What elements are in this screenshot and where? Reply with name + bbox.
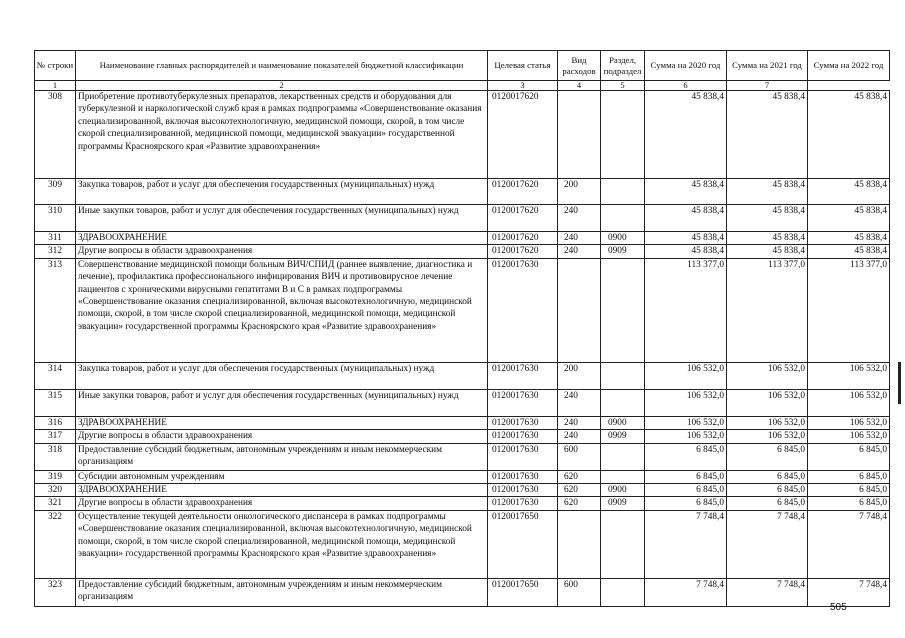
row-target-article: 0120017630 [488, 389, 558, 416]
row-number: 321 [35, 497, 76, 510]
row-section [601, 510, 645, 578]
row-sum-2022: 6 845,0 [808, 484, 890, 497]
row-name: ЗДРАВООХРАНЕНИЕ [76, 484, 488, 497]
row-sum-2021: 7 748,4 [727, 510, 808, 578]
table-row [35, 91, 890, 179]
row-section: 0909 [601, 430, 645, 443]
row-sum-2020: 106 532,0 [645, 430, 727, 443]
row-name: Другие вопросы в области здравоохранения [76, 430, 488, 443]
column-number: 7 [727, 81, 808, 91]
row-sum-2022: 7 748,4 [808, 578, 890, 606]
row-expense-type: 620 [558, 484, 601, 497]
row-number: 320 [35, 484, 76, 497]
page-number: 505 [830, 602, 847, 613]
row-target-article: 0120017630 [488, 430, 558, 443]
row-number: 314 [35, 362, 76, 389]
row-target-article: 0120017630 [488, 497, 558, 510]
row-sum-2022: 6 845,0 [808, 443, 890, 470]
row-target-article: 0120017620 [488, 179, 558, 205]
row-section: 0909 [601, 497, 645, 510]
row-number: 310 [35, 205, 76, 232]
row-name: Предоставление субсидий бюджетным, автономным учреждениям и иным некоммерческим организациям [76, 578, 488, 606]
header-row-number: № строки [35, 51, 76, 81]
table-row [35, 484, 890, 497]
column-number: 4 [558, 81, 601, 91]
row-sum-2022: 106 532,0 [808, 416, 890, 429]
row-expense-type [558, 91, 601, 179]
row-section: 0900 [601, 416, 645, 429]
row-expense-type: 240 [558, 205, 601, 232]
row-sum-2022: 106 532,0 [808, 389, 890, 416]
row-expense-type: 620 [558, 497, 601, 510]
row-sum-2021: 106 532,0 [727, 389, 808, 416]
column-number-row [35, 81, 890, 91]
row-section [601, 362, 645, 389]
row-sum-2020: 106 532,0 [645, 389, 727, 416]
row-target-article: 0120017630 [488, 470, 558, 483]
table-row [35, 578, 890, 606]
row-sum-2021: 6 845,0 [727, 497, 808, 510]
row-sum-2020: 106 532,0 [645, 362, 727, 389]
row-number: 308 [35, 91, 76, 179]
margin-mark [898, 362, 901, 404]
row-sum-2020: 45 838,4 [645, 179, 727, 205]
table-row [35, 443, 890, 470]
row-number: 311 [35, 232, 76, 245]
row-expense-type: 240 [558, 245, 601, 258]
row-target-article: 0120017620 [488, 91, 558, 179]
row-number: 313 [35, 258, 76, 362]
row-number: 315 [35, 389, 76, 416]
row-number: 318 [35, 443, 76, 470]
row-section [601, 389, 645, 416]
row-expense-type: 600 [558, 443, 601, 470]
row-section [601, 443, 645, 470]
row-number: 312 [35, 245, 76, 258]
row-sum-2020: 6 845,0 [645, 484, 727, 497]
table-row [35, 389, 890, 416]
row-expense-type: 600 [558, 578, 601, 606]
table-row [35, 497, 890, 510]
table-row [35, 430, 890, 443]
row-sum-2021: 106 532,0 [727, 362, 808, 389]
row-sum-2020: 6 845,0 [645, 470, 727, 483]
row-sum-2020: 6 845,0 [645, 443, 727, 470]
row-number: 316 [35, 416, 76, 429]
column-number: 3 [488, 81, 558, 91]
row-expense-type: 620 [558, 470, 601, 483]
row-number: 319 [35, 470, 76, 483]
row-sum-2022: 45 838,4 [808, 232, 890, 245]
row-section [601, 578, 645, 606]
header-sum-2022: Сумма на 2022 год [808, 51, 890, 81]
row-name: Совершенствование медицинской помощи больным ВИЧ/СПИД (раннее выявление, диагностика и лечение), профилактика профессионального инфицирования ВИЧ и противовирусное лечение пациентов с хроническими вирусными гепатитами В и С в рамках подпрограммы «Совершенствование оказания специализированной, включая высокотехнологичную, медицинской помощи, скорой, в том числе скорой специализированной, медицинской помощи, медицинской эвакуации» государственной программы Красноярского края «Развитие здравоохранения» [76, 258, 488, 362]
row-name: Иные закупки товаров, работ и услуг для обеспечения государственных (муниципальных) нужд [76, 389, 488, 416]
row-expense-type: 240 [558, 232, 601, 245]
row-name: Другие вопросы в области здравоохранения [76, 245, 488, 258]
row-name: ЗДРАВООХРАНЕНИЕ [76, 416, 488, 429]
row-sum-2022: 7 748,4 [808, 510, 890, 578]
row-number: 323 [35, 578, 76, 606]
row-target-article: 0120017620 [488, 245, 558, 258]
row-name: Приобретение противотуберкулезных препаратов, лекарственных средств и оборудования для туберкулезной и наркологической служб края в рамках подпрограммы «Совершенствование оказания специализированной, включая высокотехнологичную, медицинской помощи, скорой, в том числе скорой специализированной, медицинской помощи, медицинской эвакуации» государственной программы Красноярского края «Развитие здравоохранения» [76, 91, 488, 179]
row-expense-type: 200 [558, 179, 601, 205]
row-sum-2021: 45 838,4 [727, 179, 808, 205]
row-sum-2021: 45 838,4 [727, 91, 808, 179]
table-row [35, 470, 890, 483]
row-sum-2022: 106 532,0 [808, 362, 890, 389]
row-sum-2021: 45 838,4 [727, 245, 808, 258]
row-name: ЗДРАВООХРАНЕНИЕ [76, 232, 488, 245]
row-sum-2020: 106 532,0 [645, 416, 727, 429]
row-number: 309 [35, 179, 76, 205]
row-sum-2022: 106 532,0 [808, 430, 890, 443]
row-name: Другие вопросы в области здравоохранения [76, 497, 488, 510]
column-number: 2 [76, 81, 488, 91]
row-section [601, 91, 645, 179]
header-sum-2020: Сумма на 2020 год [645, 51, 727, 81]
row-name: Предоставление субсидий бюджетным, автономным учреждениям и иным некоммерческим организациям [76, 443, 488, 470]
row-target-article: 0120017650 [488, 510, 558, 578]
row-sum-2022: 113 377,0 [808, 258, 890, 362]
row-target-article: 0120017630 [488, 484, 558, 497]
table-row [35, 205, 890, 232]
row-section: 0909 [601, 245, 645, 258]
row-sum-2020: 7 748,4 [645, 578, 727, 606]
row-expense-type [558, 510, 601, 578]
table-row [35, 510, 890, 578]
column-number: 5 [601, 81, 645, 91]
row-target-article: 0120017630 [488, 443, 558, 470]
row-sum-2021: 6 845,0 [727, 443, 808, 470]
row-sum-2022: 45 838,4 [808, 179, 890, 205]
row-sum-2021: 45 838,4 [727, 205, 808, 232]
row-sum-2022: 45 838,4 [808, 245, 890, 258]
column-number: 6 [645, 81, 727, 91]
row-number: 317 [35, 430, 76, 443]
row-sum-2022: 6 845,0 [808, 497, 890, 510]
row-section [601, 258, 645, 362]
row-target-article: 0120017630 [488, 362, 558, 389]
row-expense-type: 240 [558, 430, 601, 443]
row-sum-2020: 45 838,4 [645, 91, 727, 179]
row-target-article: 0120017630 [488, 416, 558, 429]
row-name: Субсидии автономным учреждениям [76, 470, 488, 483]
row-sum-2020: 45 838,4 [645, 205, 727, 232]
row-target-article: 0120017620 [488, 232, 558, 245]
row-section: 0900 [601, 484, 645, 497]
row-name: Иные закупки товаров, работ и услуг для обеспечения государственных (муниципальных) нужд [76, 205, 488, 232]
row-sum-2020: 6 845,0 [645, 497, 727, 510]
row-expense-type: 200 [558, 362, 601, 389]
row-name: Осуществление текущей деятельности онкологического диспансера в рамках подпрограммы «Совершенствование оказания специализированной, включая высокотехнологичную, медицинской помощи, скорой, в том числе скорой специализированной, медицинской помощи, медицинской эвакуации» государственной программы Красноярского края «Развитие здравоохранения» [76, 510, 488, 578]
row-target-article: 0120017650 [488, 578, 558, 606]
table-body [35, 91, 890, 607]
row-name: Закупка товаров, работ и услуг для обеспечения государственных (муниципальных) нужд [76, 179, 488, 205]
row-expense-type: 240 [558, 416, 601, 429]
row-sum-2020: 45 838,4 [645, 245, 727, 258]
header-name: Наименование главных распорядителей и наименование показателей бюджетной классификации [76, 51, 488, 81]
table-row [35, 416, 890, 429]
row-section [601, 179, 645, 205]
row-number: 322 [35, 510, 76, 578]
row-sum-2021: 113 377,0 [727, 258, 808, 362]
row-expense-type: 240 [558, 389, 601, 416]
row-section [601, 205, 645, 232]
header-sum-2021: Сумма на 2021 год [727, 51, 808, 81]
row-sum-2021: 106 532,0 [727, 416, 808, 429]
table-row [35, 232, 890, 245]
row-sum-2020: 7 748,4 [645, 510, 727, 578]
table-row [35, 258, 890, 362]
row-target-article: 0120017630 [488, 258, 558, 362]
row-expense-type [558, 258, 601, 362]
table-row [35, 179, 890, 205]
row-sum-2021: 7 748,4 [727, 578, 808, 606]
column-number: 1 [35, 81, 76, 91]
row-target-article: 0120017620 [488, 205, 558, 232]
table-header-row [35, 51, 890, 81]
row-sum-2020: 113 377,0 [645, 258, 727, 362]
header-target-article: Целевая статья [488, 51, 558, 81]
row-sum-2022: 6 845,0 [808, 470, 890, 483]
budget-table [34, 50, 890, 607]
row-section [601, 470, 645, 483]
row-name: Закупка товаров, работ и услуг для обеспечения государственных (муниципальных) нужд [76, 362, 488, 389]
row-sum-2021: 106 532,0 [727, 430, 808, 443]
table-row [35, 245, 890, 258]
row-sum-2021: 6 845,0 [727, 484, 808, 497]
header-expense-type: Вид расходов [558, 51, 601, 81]
row-sum-2022: 45 838,4 [808, 91, 890, 179]
row-sum-2021: 6 845,0 [727, 470, 808, 483]
row-sum-2021: 45 838,4 [727, 232, 808, 245]
row-sum-2020: 45 838,4 [645, 232, 727, 245]
row-section: 0900 [601, 232, 645, 245]
table-row [35, 362, 890, 389]
row-sum-2022: 45 838,4 [808, 205, 890, 232]
header-section: Раздел, подраздел [601, 51, 645, 81]
